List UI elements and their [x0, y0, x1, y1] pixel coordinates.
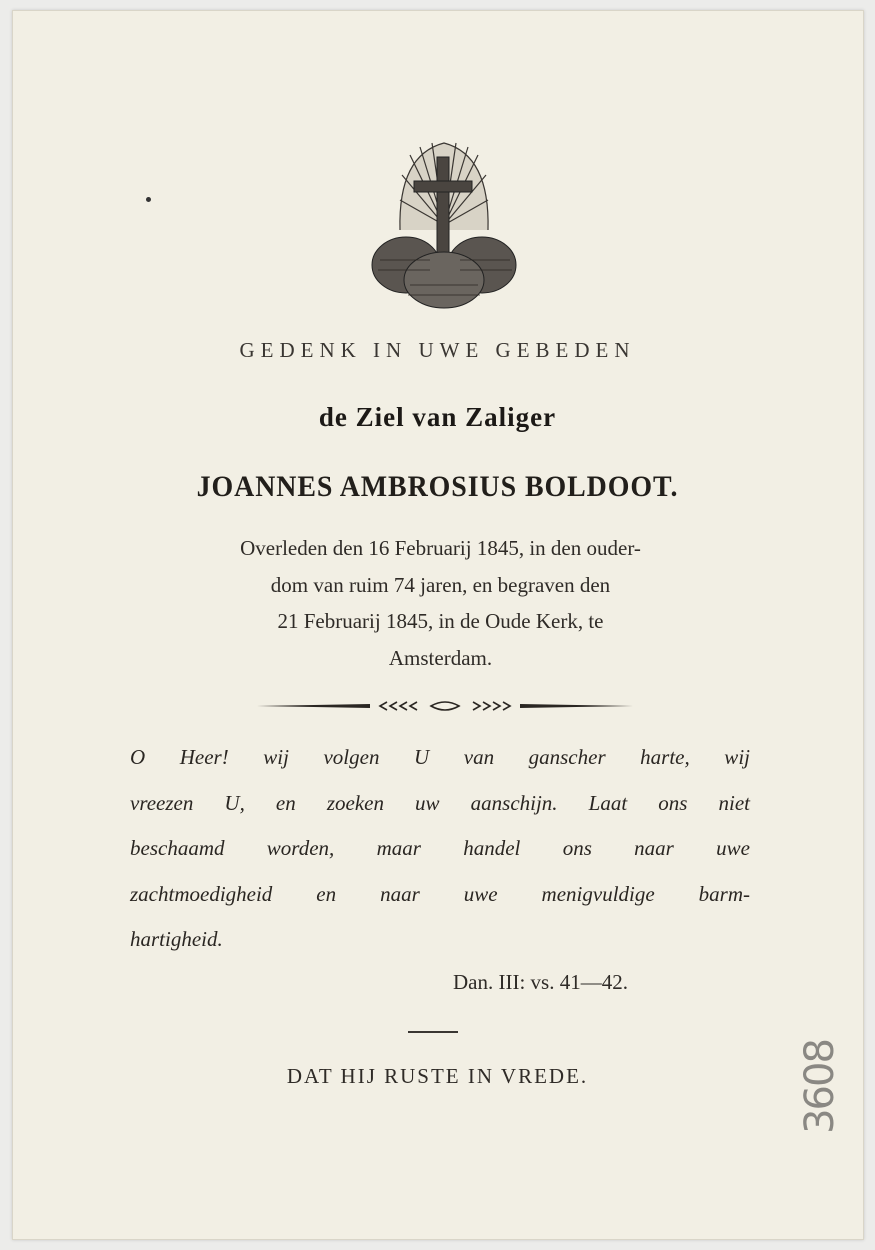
prayer-line: O Heer! wij volgen U van ganscher harte, wij — [130, 745, 750, 769]
details-line: dom van ruim 74 jaren, en begraven den — [270, 572, 611, 597]
prayer-line: vreezen U, en zoeken uw aanschijn. Laat ons niet — [130, 790, 750, 815]
death-details — [128, 530, 753, 676]
short-divider — [408, 1031, 458, 1033]
scripture-citation: Dan. III: vs. 41—42. — [453, 970, 628, 994]
details-line: Overleden den 16 Februarij 1845, in den ouder- — [240, 536, 641, 560]
ornamental-divider — [255, 695, 635, 717]
prayer-line: hartigheid. — [130, 927, 223, 951]
prayer-line: zachtmoedigheid en naar uwe menigvuldige barm- — [130, 881, 750, 906]
archive-number: 3608 — [797, 1040, 843, 1134]
deceased-name: JOANNES AMBROSIUS BOLDOOT. — [196, 470, 679, 503]
details-line: 21 Februarij 1845, in de Oude Kerk, te — [277, 609, 604, 633]
heading-soul: de Ziel van Zaliger — [318, 402, 557, 432]
closing-line: DAT HIJ RUSTE IN VREDE. — [286, 1064, 589, 1088]
heading-remember: GEDENK IN UWE GEBEDEN — [239, 338, 636, 362]
prayer-line: beschaamd worden, maar handel ons naar uwe — [130, 836, 750, 860]
prayer-text — [130, 735, 750, 963]
ink-dot — [146, 197, 151, 202]
details-line: Amsterdam. — [388, 645, 493, 670]
cross-on-clouds-icon — [370, 135, 518, 310]
